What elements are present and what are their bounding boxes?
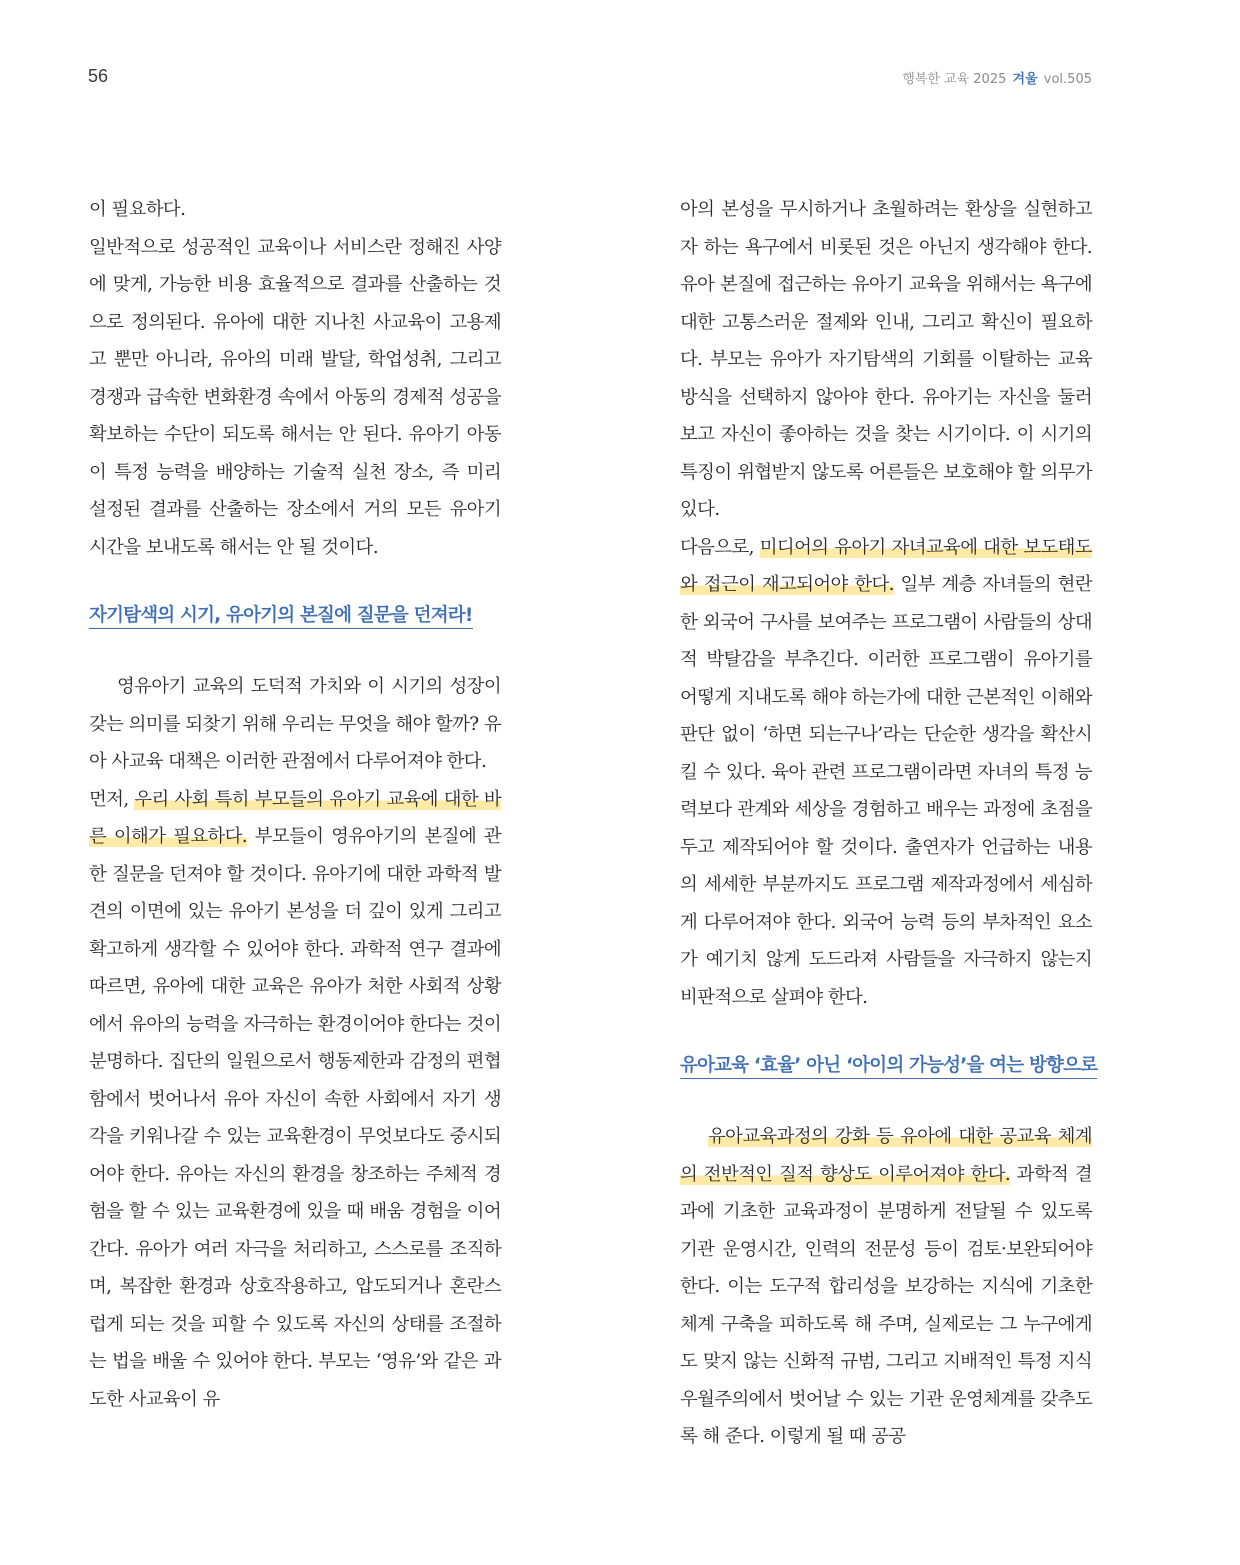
highlighted-text: 유아교육과정의 강화 등 유아에 대한 공교육 체계의 전반적인 질적 향상도 이루어져야 한다.	[680, 1126, 1092, 1185]
section-heading-text: 유아교육 ‘효율’ 아닌 ‘아이의 가능성’을 여는 방향으로	[680, 1055, 1097, 1079]
paragraph	[680, 529, 1092, 1017]
page-number: 56	[88, 66, 109, 86]
paragraph	[680, 1118, 1092, 1456]
paragraph-body: 과학적 결과에 기초한 교육과정이 분명하게 전달될 수 있도록 기관 운영시간, 인력의 전문성 등이 검토·보완되어야 한다. 이는 도구적 합리성을 보강하는 지식에 기초한 체계 구축을 피하도록 해 주며, 실제로는 그 누구에게도 맞지 않는 신화적 규범, 그리고 지배적인 특정 지식 우월주의에서 벗어날 수 있는 기관 운영체계를 갖추도록 해 준다. 이렇게 될 때 공공	[680, 1163, 1092, 1447]
section-heading	[680, 1052, 1098, 1080]
highlighted-text: 미디어의 유아기 자녀교육에 대한 보도태도와 접근이 재고되어야 한다.	[680, 536, 1092, 595]
highlighted-text: 우리 사회 특히 부모들의 유아기 교육에 대한 바른 이해가 필요하다.	[89, 788, 501, 847]
paragraph-body: 부모들이 영유아기의 본질에 관한 질문을 던져야 할 것이다. 유아기에 대한 과학적 발견의 이면에 있는 유아기 본성을 더 깊이 있게 그리고 확고하게 생각할 수 있어야 한다. 과학적 연구 결과에 따르면, 유아에 대한 교육은 유아가 처한 사회적 상황에서 유아의 능력을 자극하는 환경이어야 한다는 것이 분명하다. 집단의 일원으로서 행동제한과 감정의 편협함에서 벗어나서 유아 자신이 속한 사회에서 자기 생각을 키워나갈 수 있는 교육환경이 무엇보다도 중시되어야 한다. 유아는 자신의 환경을 창조하는 주체적 경험을 할 수 있는 교육환경에 있을 때 배움 경험을 이어간다. 유아가 여러 자극을 처리하고, 스스로를 조직하며, 복잡한 환경과 상호작용하고, 압도되거나 혼란스럽게 되는 것을 피할 수 있도록 자신의 상태를 조절하는 법을 배울 수 있어야 한다. 부모는 ‘영유’와 같은 과도한 사교육이 유	[89, 826, 501, 1410]
paragraph-lead: 다음으로,	[680, 536, 760, 558]
right-column	[680, 191, 1098, 1456]
season-label: 겨울	[1012, 72, 1038, 87]
running-header	[902, 68, 1092, 87]
paragraph: 이 필요하다.	[89, 199, 186, 220]
paragraph: 영유아기 교육의 도덕적 가치와 이 시기의 성장이 갖는 의미를 되찾기 위해 우리는 무엇을 해야 할까? 유아 사교육 대책은 이러한 관점에서 다루어져야 한다.	[89, 676, 501, 772]
paragraph-lead: 먼저,	[89, 788, 135, 810]
paragraph	[89, 781, 501, 1419]
magazine-title: 행복한 교육 2025	[902, 72, 1007, 87]
volume-label: vol.505	[1043, 72, 1092, 87]
section-heading-text: 자기탐색의 시기, 유아기의 본질에 질문을 던져라!	[89, 605, 473, 629]
paragraph: 일반적으로 성공적인 교육이나 서비스란 정해진 사양에 맞게, 가능한 비용 효율적으로 결과를 산출하는 것으로 정의된다. 유아에 대한 지나친 사교육이 고용제고 뿐만 아니라, 유아의 미래 발달, 학업성취, 그리고 경쟁과 급속한 변화환경 속에서 아동의 경제적 성공을 확보하는 수단이 되도록 해서는 안 된다. 유아기 아동이 특정 능력을 배양하는 기술적 실천 장소, 즉 미리 설정된 결과를 산출하는 장소에서 거의 모든 유아기 시간을 보내도록 해서는 안 될 것이다.	[89, 236, 501, 558]
left-column	[89, 191, 501, 1418]
paragraph: 아의 본성을 무시하거나 초월하려는 환상을 실현하고자 하는 욕구에서 비롯된 것은 아닌지 생각해야 한다. 유아 본질에 접근하는 유아기 교육을 위해서는 욕구에 대한 고통스러운 절제와 인내, 그리고 확신이 필요하다. 부모는 유아가 자기탐색의 기회를 이탈하는 교육방식을 선택하지 않아야 한다. 유아기는 자신을 둘러보고 자신이 좋아하는 것을 찾는 시기이다. 이 시기의 특징이 위협받지 않도록 어른들은 보호해야 할 의무가 있다.	[680, 199, 1092, 520]
section-heading	[89, 602, 501, 630]
paragraph-body: 일부 계층 자녀들의 현란한 외국어 구사를 보여주는 프로그램이 사람들의 상대적 박탈감을 부추긴다. 이러한 프로그램이 유아기를 어떻게 지내도록 해야 하는가에 대한 근본적인 이해와 판단 없이 ‘하면 되는구나’라는 단순한 생각을 확산시킬 수 있다. 육아 관련 프로그램이라면 자녀의 특정 능력보다 관계와 세상을 경험하고 배우는 과정에 초점을 두고 제작되어야 할 것이다. 출연자가 언급하는 내용의 세세한 부분까지도 프로그램 제작과정에서 세심하게 다루어져야 한다. 외국어 능력 등의 부차적인 요소가 예기치 않게 도드라져 사람들을 자극하지 않는지 비판적으로 살펴야 한다.	[680, 574, 1092, 1008]
